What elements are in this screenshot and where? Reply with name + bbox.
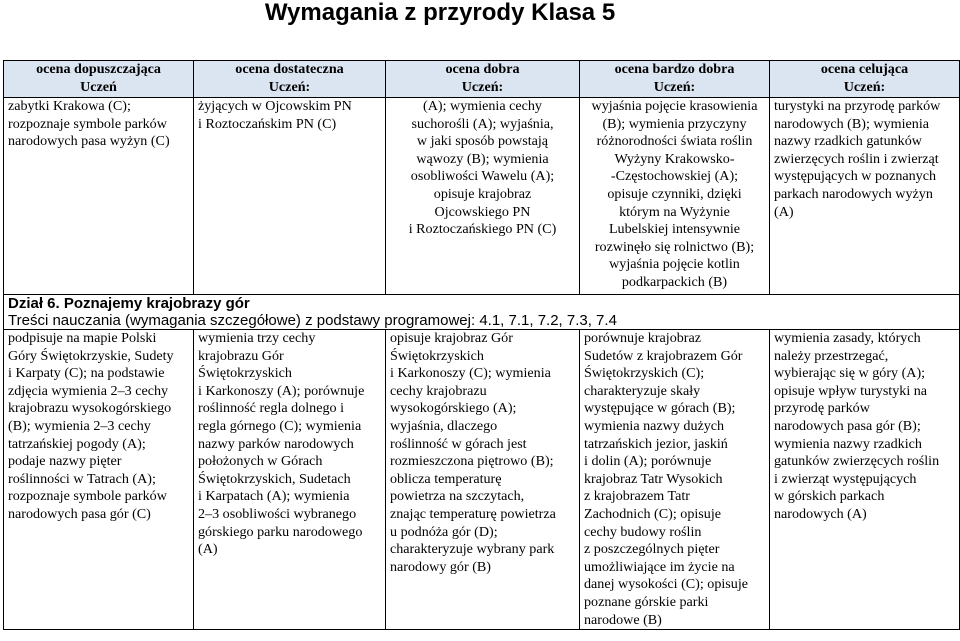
student-label: Uczeń (80, 79, 117, 95)
text-line: krajobraz Tatr Wysokich (584, 470, 723, 487)
text-line: wysokogórskiego (A); (390, 400, 517, 417)
requirements-table (3, 60, 960, 630)
text-line: i Karkonoszy (C); wymienia (390, 365, 551, 382)
text-line: oblicza temperaturę (390, 470, 502, 487)
text-line: krajobrazu wysokogórskiego (8, 400, 172, 417)
text-line: narodowych (B); wymienia (774, 115, 929, 132)
text-line: suchorośli (A); wyjaśnia, (411, 115, 554, 132)
text-line: położonych w Górach (198, 453, 323, 470)
text-line: rozwinęło się rolnictwo (B); (594, 238, 755, 255)
cell-celujaca (770, 330, 960, 630)
student-label: Uczeń: (843, 79, 886, 95)
text-line: charakteryzuje wybrany park (390, 541, 555, 558)
text-line: opisuje wpływ turystyki na (774, 382, 928, 399)
text-line: wyjaśnia pojęcie krasowienia (591, 98, 758, 114)
text-line: porównuje krajobraz (584, 330, 702, 346)
text-line: narodowych (A) (774, 505, 867, 522)
cell-dopuszczajaca (4, 98, 194, 295)
text-line: osobliwości Wawelu (A); (410, 168, 555, 185)
text-line: gatunków zwierzęcych roślin (774, 453, 940, 470)
grade-label: ocena dostateczna (235, 61, 344, 77)
header-row (4, 61, 960, 98)
text-line: wymienia nazwy dużych (584, 417, 725, 434)
text-line: rozmieszczona piętrowo (B); (390, 453, 554, 470)
text-line: wąwozy (B); wymienia (416, 150, 549, 167)
grade-label: ocena dopuszczająca (36, 61, 161, 77)
section-title: Dział 6. Poznajemy krajobrazy gór (8, 295, 250, 312)
text-line: w jaki sposób powstają (416, 133, 549, 150)
grade-label: ocena bardzo dobra (614, 61, 735, 77)
text-line: parkach narodowych wyżyn (774, 185, 933, 202)
cell-celujaca (770, 98, 960, 295)
text-line: wyjaśnia, dlaczego (390, 417, 498, 434)
text-line: należy przestrzegać, (774, 347, 889, 364)
section-row (4, 295, 960, 330)
text-line: narodowe (B) (584, 611, 662, 628)
text-line: zwierzęcych roślin i zwierząt (774, 150, 939, 167)
grade-label: ocena dobra (445, 61, 520, 77)
cell-text (774, 330, 955, 524)
cell-text (390, 98, 575, 239)
text-line: roślinność w górach jest (390, 435, 527, 452)
text-line: wymienia zasady, których (774, 330, 921, 346)
text-line: i Roztoczańskim PN (C) (198, 115, 337, 132)
cell-text (198, 330, 381, 559)
text-line: narodowy gór (B) (390, 558, 491, 575)
text-line: regla górnego (C); wymienia (198, 417, 362, 434)
text-line: rozpoznaje symbole parków (8, 488, 167, 505)
cell-text (584, 330, 765, 629)
text-line: w górskich parkach (774, 488, 885, 505)
text-line: 2–3 osobliwości wybranego (198, 505, 357, 522)
text-line: opisuje czynniki, dzięki (607, 185, 742, 202)
cell-dopuszczajaca (4, 330, 194, 630)
text-line: (B); wymienia przyczyny (602, 115, 747, 132)
text-line: przyrodę parków (774, 400, 870, 417)
header-bardzo-dobra (580, 61, 770, 98)
text-line: Świętokrzyskich (C); (584, 365, 705, 382)
text-line: (A); wymienia cechy (423, 98, 542, 114)
text-line: cechy budowy roślin (584, 523, 702, 540)
text-line: danej wysokości (C); opisuje (584, 576, 749, 593)
text-line: i dolin (A); porównuje (584, 453, 712, 470)
text-line: roślinności w Tatrach (A); (8, 470, 156, 487)
student-label: Uczeń: (461, 79, 504, 95)
text-line: narodowych pasa gór (C) (8, 505, 151, 522)
text-line: podpisuje na mapie Polski (8, 330, 157, 346)
section-header (4, 295, 960, 330)
text-line: rozpoznaje symbole parków (8, 115, 167, 132)
text-line: górskiego parku narodowego (198, 523, 363, 540)
text-line: nazwy rzadkich gatunków (774, 133, 922, 150)
cell-dostateczna (194, 98, 386, 295)
cell-dostateczna (194, 330, 386, 630)
text-line: Lubelskiej intensywnie (608, 221, 741, 238)
text-line: poznane górskie parki (584, 593, 709, 610)
text-line: (A) (198, 541, 218, 558)
text-line: podkarpackich (B) (621, 273, 728, 290)
text-line: różnorodności świata roślin (596, 133, 753, 150)
text-line: Świętokrzyskich (198, 365, 292, 382)
text-line: charakteryzuje skały (584, 382, 701, 399)
text-line: -Częstochowskiej (A); (610, 168, 739, 185)
table-row-mountains (4, 330, 960, 630)
cell-bardzo-dobra (580, 98, 770, 295)
text-line: i Roztoczańskiego PN (C) (408, 221, 557, 238)
text-line: i zwierząt występujących (774, 470, 917, 487)
text-line: Świętokrzyskich, Sudetach (198, 470, 351, 487)
text-line: u podnóża gór (D); (390, 523, 498, 540)
cell-bardzo-dobra (580, 330, 770, 630)
cell-text (8, 330, 189, 524)
text-line: tatrzańskich jezior, jaskiń (584, 435, 728, 452)
text-line: cechy krajobrazu (390, 382, 487, 399)
text-line: i Karpaty (C); na podstawie (8, 365, 165, 382)
student-label: Uczeń: (653, 79, 696, 95)
text-line: wymienia nazwy rzadkich (774, 435, 922, 452)
cell-text (774, 98, 955, 221)
text-line: umożliwiające im życie na (584, 558, 735, 575)
text-line: i Karkonoszy (A); porównuje (198, 382, 365, 399)
grade-label: ocena celująca (820, 61, 909, 77)
text-line: z poszczególnych pięter (584, 541, 720, 558)
text-line: Sudetów z krajobrazem Gór (584, 347, 743, 364)
text-line: Zachodnich (C); opisuje (584, 505, 721, 522)
header-celujaca (770, 61, 960, 98)
text-line: z krajobrazem Tatr (584, 488, 690, 505)
text-line: krajobrazu Gór (198, 347, 284, 364)
cell-dobra (386, 330, 580, 630)
page-title: Wymagania z przyrody Klasa 5 (264, 0, 616, 26)
student-label: Uczeń: (268, 79, 311, 95)
text-line: narodowych pasa wyżyn (C) (8, 133, 170, 150)
text-line: zabytki Krakowa (C); (8, 98, 131, 114)
text-line: tatrzańskiej pogody (A); (8, 435, 146, 452)
text-line: znając temperaturę powietrza (390, 505, 556, 522)
text-line: wymienia trzy cechy (198, 330, 316, 346)
text-line: Ojcowskiego PN (434, 203, 531, 220)
text-line: zdjęcia wymienia 2–3 cechy (8, 382, 169, 399)
text-line: wybierając się w góry (A); (774, 365, 926, 382)
header-dobra (386, 61, 580, 98)
text-line: roślinność regla dolnego i (198, 400, 344, 417)
table-row-previous-section (4, 98, 960, 295)
header-dopuszczajaca (4, 61, 194, 98)
text-line: opisuje krajobraz (433, 185, 532, 202)
text-line: i Karpatach (A); wymienia (198, 488, 350, 505)
text-line: Wyżyny Krakowsko- (614, 150, 735, 167)
cell-text (584, 98, 765, 292)
text-line: (B); wymienia 2–3 cechy (8, 417, 151, 434)
text-line: turystyki na przyrodę parków (774, 98, 941, 114)
section-subtitle: Treści nauczania (wymagania szczegółowe) z podstawy programowej: 4.1, 7.1, 7.2, 7.3, 7.4 (8, 312, 617, 329)
text-line: powietrza na szczytach, (390, 488, 525, 505)
text-line: wyjaśnia pojęcie kotlin (609, 256, 740, 273)
cell-dobra (386, 98, 580, 295)
text-line: nazwy parków narodowych (198, 435, 354, 452)
text-line: narodowych pasa gór (B); (774, 417, 921, 434)
cell-text (8, 98, 189, 151)
text-line: podaje nazwy pięter (8, 453, 122, 470)
text-line: Świętokrzyskich (390, 347, 484, 364)
text-line: opisuje krajobraz Gór (390, 330, 513, 346)
text-line: Góry Świętokrzyskie, Sudety (8, 347, 174, 364)
text-line: (A) (774, 203, 794, 220)
text-line: którym na Wyżynie (619, 203, 730, 220)
text-line: żyjących w Ojcowskim PN (198, 98, 352, 114)
text-line: występujące w górach (B); (584, 400, 736, 417)
cell-text (198, 98, 381, 133)
text-line: występujących w poznanych (774, 168, 937, 185)
header-dostateczna (194, 61, 386, 98)
cell-text (390, 330, 575, 576)
